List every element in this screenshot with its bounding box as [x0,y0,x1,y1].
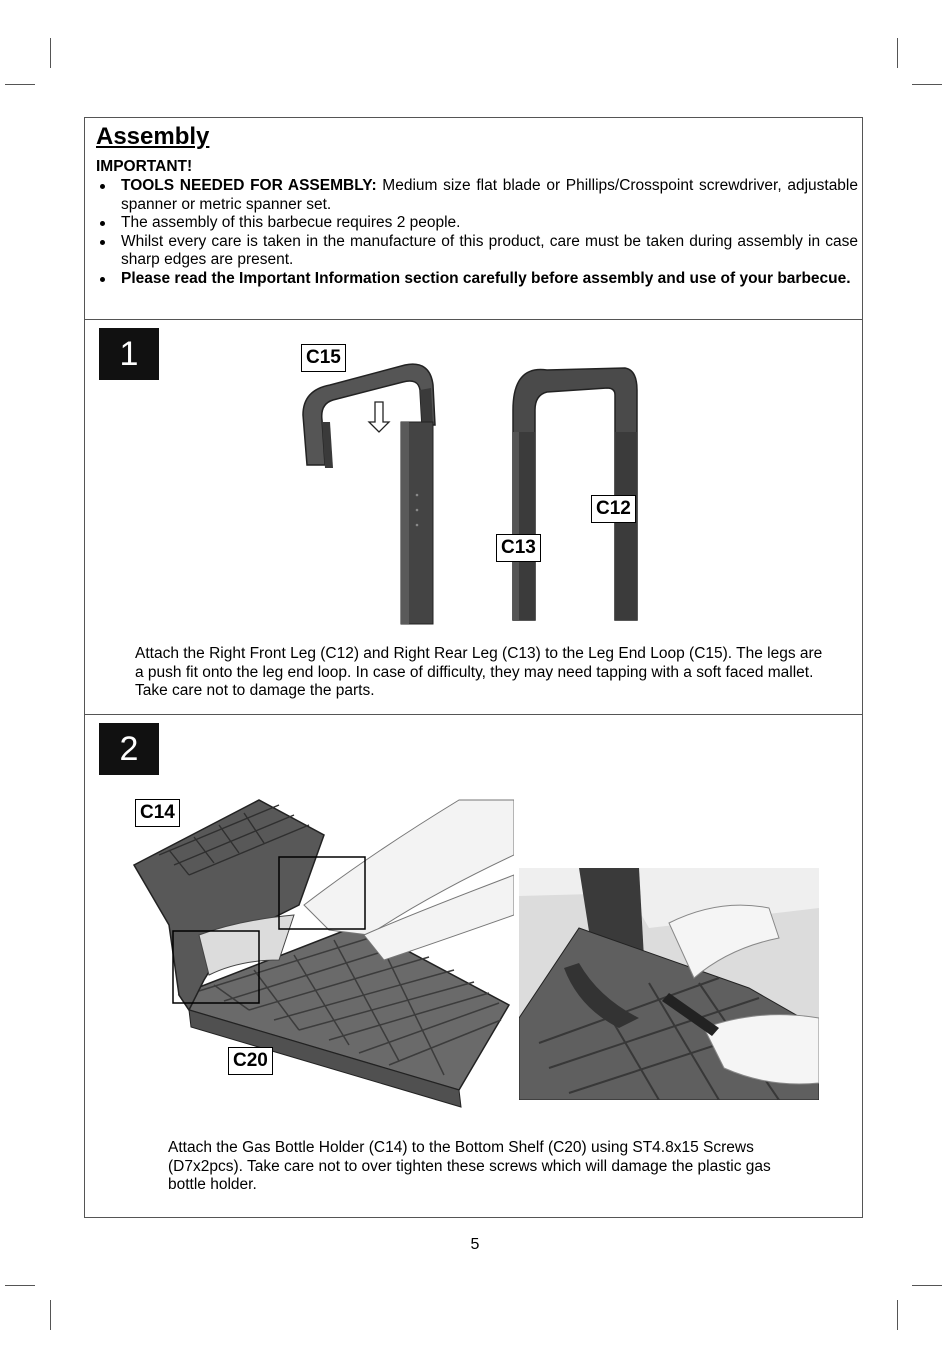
leg-assembly-illustration [285,340,655,625]
page-title: Assembly [96,123,210,150]
bullet-bold: Please read the Important Information section carefully before assembly and use of your barbecue. [121,269,851,287]
step-2-number: 2 [99,723,159,775]
step-1-number: 1 [99,328,159,380]
crop-mark [897,38,898,68]
crop-mark [897,1300,898,1330]
bullet-text: The assembly of this barbecue requires 2 people. [121,214,461,232]
part-label-c15: C15 [301,344,346,372]
part-label-c20: C20 [228,1047,273,1075]
page-frame [84,117,863,1218]
important-heading: IMPORTANT! [96,158,193,175]
important-list [96,177,858,289]
screwdriver-detail-illustration [519,868,819,1100]
bullet-text: Medium size flat blade or Phillips/Crosspoint screwdriver, adjustable spanner or metric spanner set. [121,177,858,213]
page-number: 5 [470,1236,480,1253]
crop-mark [912,1285,942,1286]
step-2-caption: Attach the Gas Bottle Holder (C14) to the Bottom Shelf (C20) using ST4.8x15 Screws (D7x2pcs). Take care not to over tighten these screws which will damage the plastic gas bottle holder. [168,1139,771,1194]
bullet-text: Whilst every care is taken in the manufacture of this product, care must be taken during assembly in case sharp edges are present. [121,232,858,269]
crop-mark [912,84,942,85]
part-label-c13: C13 [496,534,541,562]
gas-bottle-holder-illustration [129,795,514,1110]
crop-mark [50,38,51,68]
list-item [96,177,858,214]
part-label-c14: C14 [135,799,180,827]
intro-section [85,118,862,320]
part-label-c12: C12 [591,495,636,523]
crop-mark [50,1300,51,1330]
list-item [96,233,858,270]
step-1-caption: Attach the Right Front Leg (C12) and Right Rear Leg (C13) to the Leg End Loop (C15). The legs are a push fit onto the leg end loop. In case of difficulty, they may need tapping with a soft faced mallet. Take care not to damage the parts. [135,645,823,700]
step-1-section [85,320,862,715]
list-item [96,214,858,233]
bullet-bold: TOOLS NEEDED FOR ASSEMBLY: [121,177,377,194]
list-item [96,270,858,289]
crop-mark [5,84,35,85]
step-2-section [85,715,862,1217]
down-arrow-icon [369,402,389,432]
crop-mark [5,1285,35,1286]
